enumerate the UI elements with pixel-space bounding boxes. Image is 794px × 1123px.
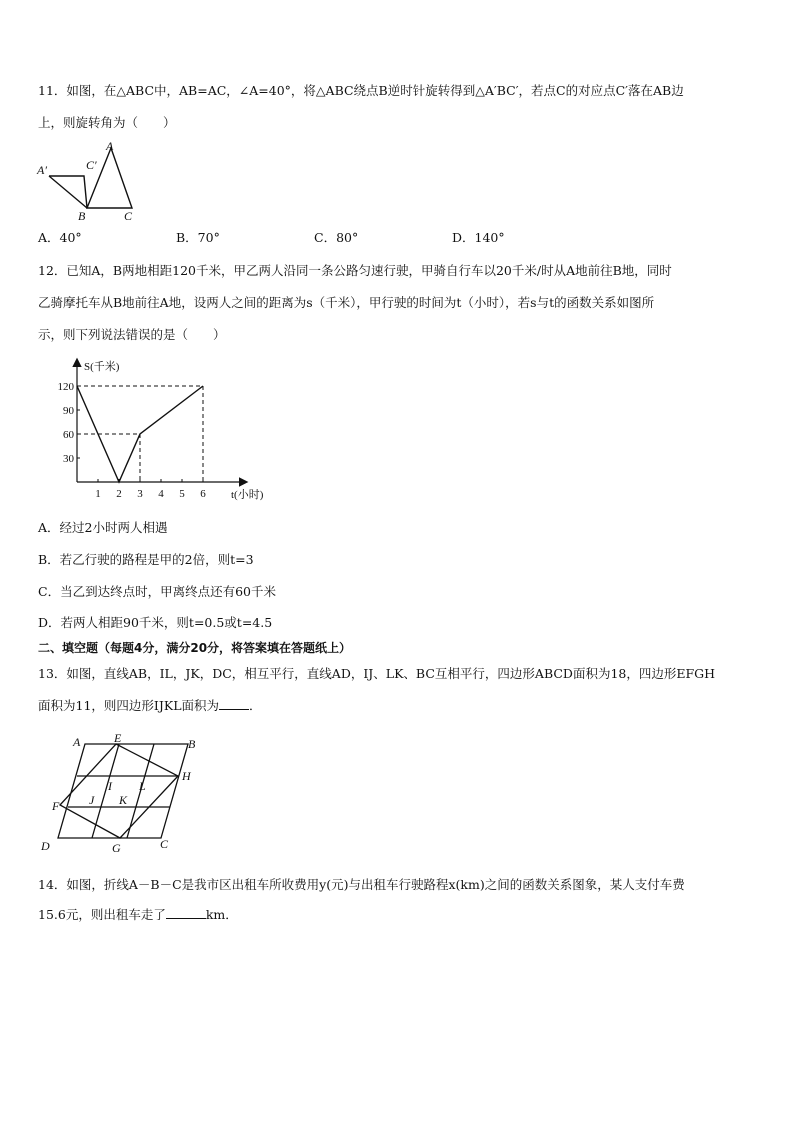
q11-option-b[interactable]: B．70°: [176, 230, 220, 245]
q14-line2-prefix: 15.6元，则出租车走了: [38, 907, 166, 922]
q11-line1: 11．如图，在△ABC中，AB=AC，∠A=40°，将△ABC绕点B逆时针旋转得到△A′BC′，若点C的对应点C′落在AB边: [38, 83, 684, 98]
q13-line2: [38, 697, 262, 715]
q14-answer-blank[interactable]: [166, 906, 206, 919]
q12-y-tick-30: 30: [63, 453, 74, 465]
q14-line2-suffix: km．: [205, 907, 238, 922]
q13-label-A: A: [73, 735, 81, 749]
q12-option-a[interactable]: A．经过2小时两人相遇: [38, 520, 168, 535]
q12-x-tick-6: 6: [200, 488, 206, 500]
q11-option-a[interactable]: A．40°: [38, 230, 82, 245]
q11-label-A-prime: A′: [37, 163, 47, 177]
q12-option-d[interactable]: D．若两人相距90千米，则t=0.5或t=4.5: [38, 615, 273, 630]
q12-y-tick-60: 60: [63, 429, 74, 441]
q12-x-tick-2: 2: [116, 488, 122, 500]
q11-option-d[interactable]: D．140°: [452, 230, 505, 245]
q13-label-K: K: [119, 793, 128, 807]
q12-option-b[interactable]: B．若乙行驶的路程是甲的2倍，则t=3: [38, 552, 254, 567]
q12-line2: 乙骑摩托车从B地前往A地，设两人之间的距离为s（千米），甲行驶的时间为t（小时），若s与t的函数关系如图所: [38, 295, 655, 310]
q11-label-B: B: [78, 209, 86, 223]
q11-label-C-prime: C′: [86, 158, 97, 172]
q13-label-G: G: [112, 841, 121, 855]
q12-x-label: t(小时): [231, 489, 264, 501]
q13-label-L: L: [139, 779, 146, 793]
q14-line2: [38, 906, 238, 924]
q12-chart: [50, 356, 290, 506]
q12-y-label: S(千米): [84, 361, 120, 373]
q12-x-tick-1: 1: [95, 488, 101, 500]
q13-label-I: I: [108, 779, 112, 793]
q12-x-tick-4: 4: [158, 488, 164, 500]
section2-heading: 二、填空题（每题4分，满分20分，将答案填在答题纸上）: [38, 641, 352, 655]
q11-option-c[interactable]: C．80°: [314, 230, 359, 245]
q13-line2-prefix: 面积为11，则四边形IJKL面积为: [38, 698, 219, 713]
q13-label-D: D: [41, 839, 50, 853]
q13-label-E: E: [114, 731, 122, 745]
q13-label-H: H: [182, 769, 191, 783]
q12-y-tick-90: 90: [63, 405, 74, 417]
q13-label-J: J: [89, 793, 95, 807]
q13-label-F: F: [52, 799, 60, 813]
q13-line2-suffix: ．: [249, 698, 262, 713]
q11-label-A: A: [106, 139, 114, 153]
q12-x-tick-3: 3: [137, 488, 143, 500]
q11-line2: 上，则旋转角为（ ）: [38, 115, 176, 130]
q13-label-C: C: [160, 837, 169, 851]
q13-answer-blank[interactable]: [219, 697, 249, 710]
q14-line1: 14．如图，折线A－B－C是我市区出租车所收费用y(元)与出租车行驶路程x(km)之间的函数关系图象，某人支付车费: [38, 877, 685, 892]
q12-line3: 示，则下列说法错误的是（ ）: [38, 327, 226, 342]
q11-figure: [36, 139, 146, 223]
q12-series-line: [77, 386, 203, 482]
q13-line1: 13．如图，直线AB，IL，JK，DC，相互平行，直线AD，IJ、LK、BC互相平行，四边形ABCD面积为18，四边形EFGH: [38, 666, 716, 681]
q13-figure: [38, 730, 218, 855]
q13-label-B: B: [188, 737, 196, 751]
q12-y-tick-120: 120: [57, 381, 74, 393]
q11-label-C: C: [124, 209, 133, 223]
q12-x-tick-5: 5: [179, 488, 185, 500]
q12-line1: 12．已知A，B两地相距120千米，甲乙两人沿同一条公路匀速行驶，甲骑自行车以20千米/时从A地前往B地，同时: [38, 263, 672, 278]
q12-option-c[interactable]: C．当乙到达终点时，甲离终点还有60千米: [38, 584, 276, 599]
